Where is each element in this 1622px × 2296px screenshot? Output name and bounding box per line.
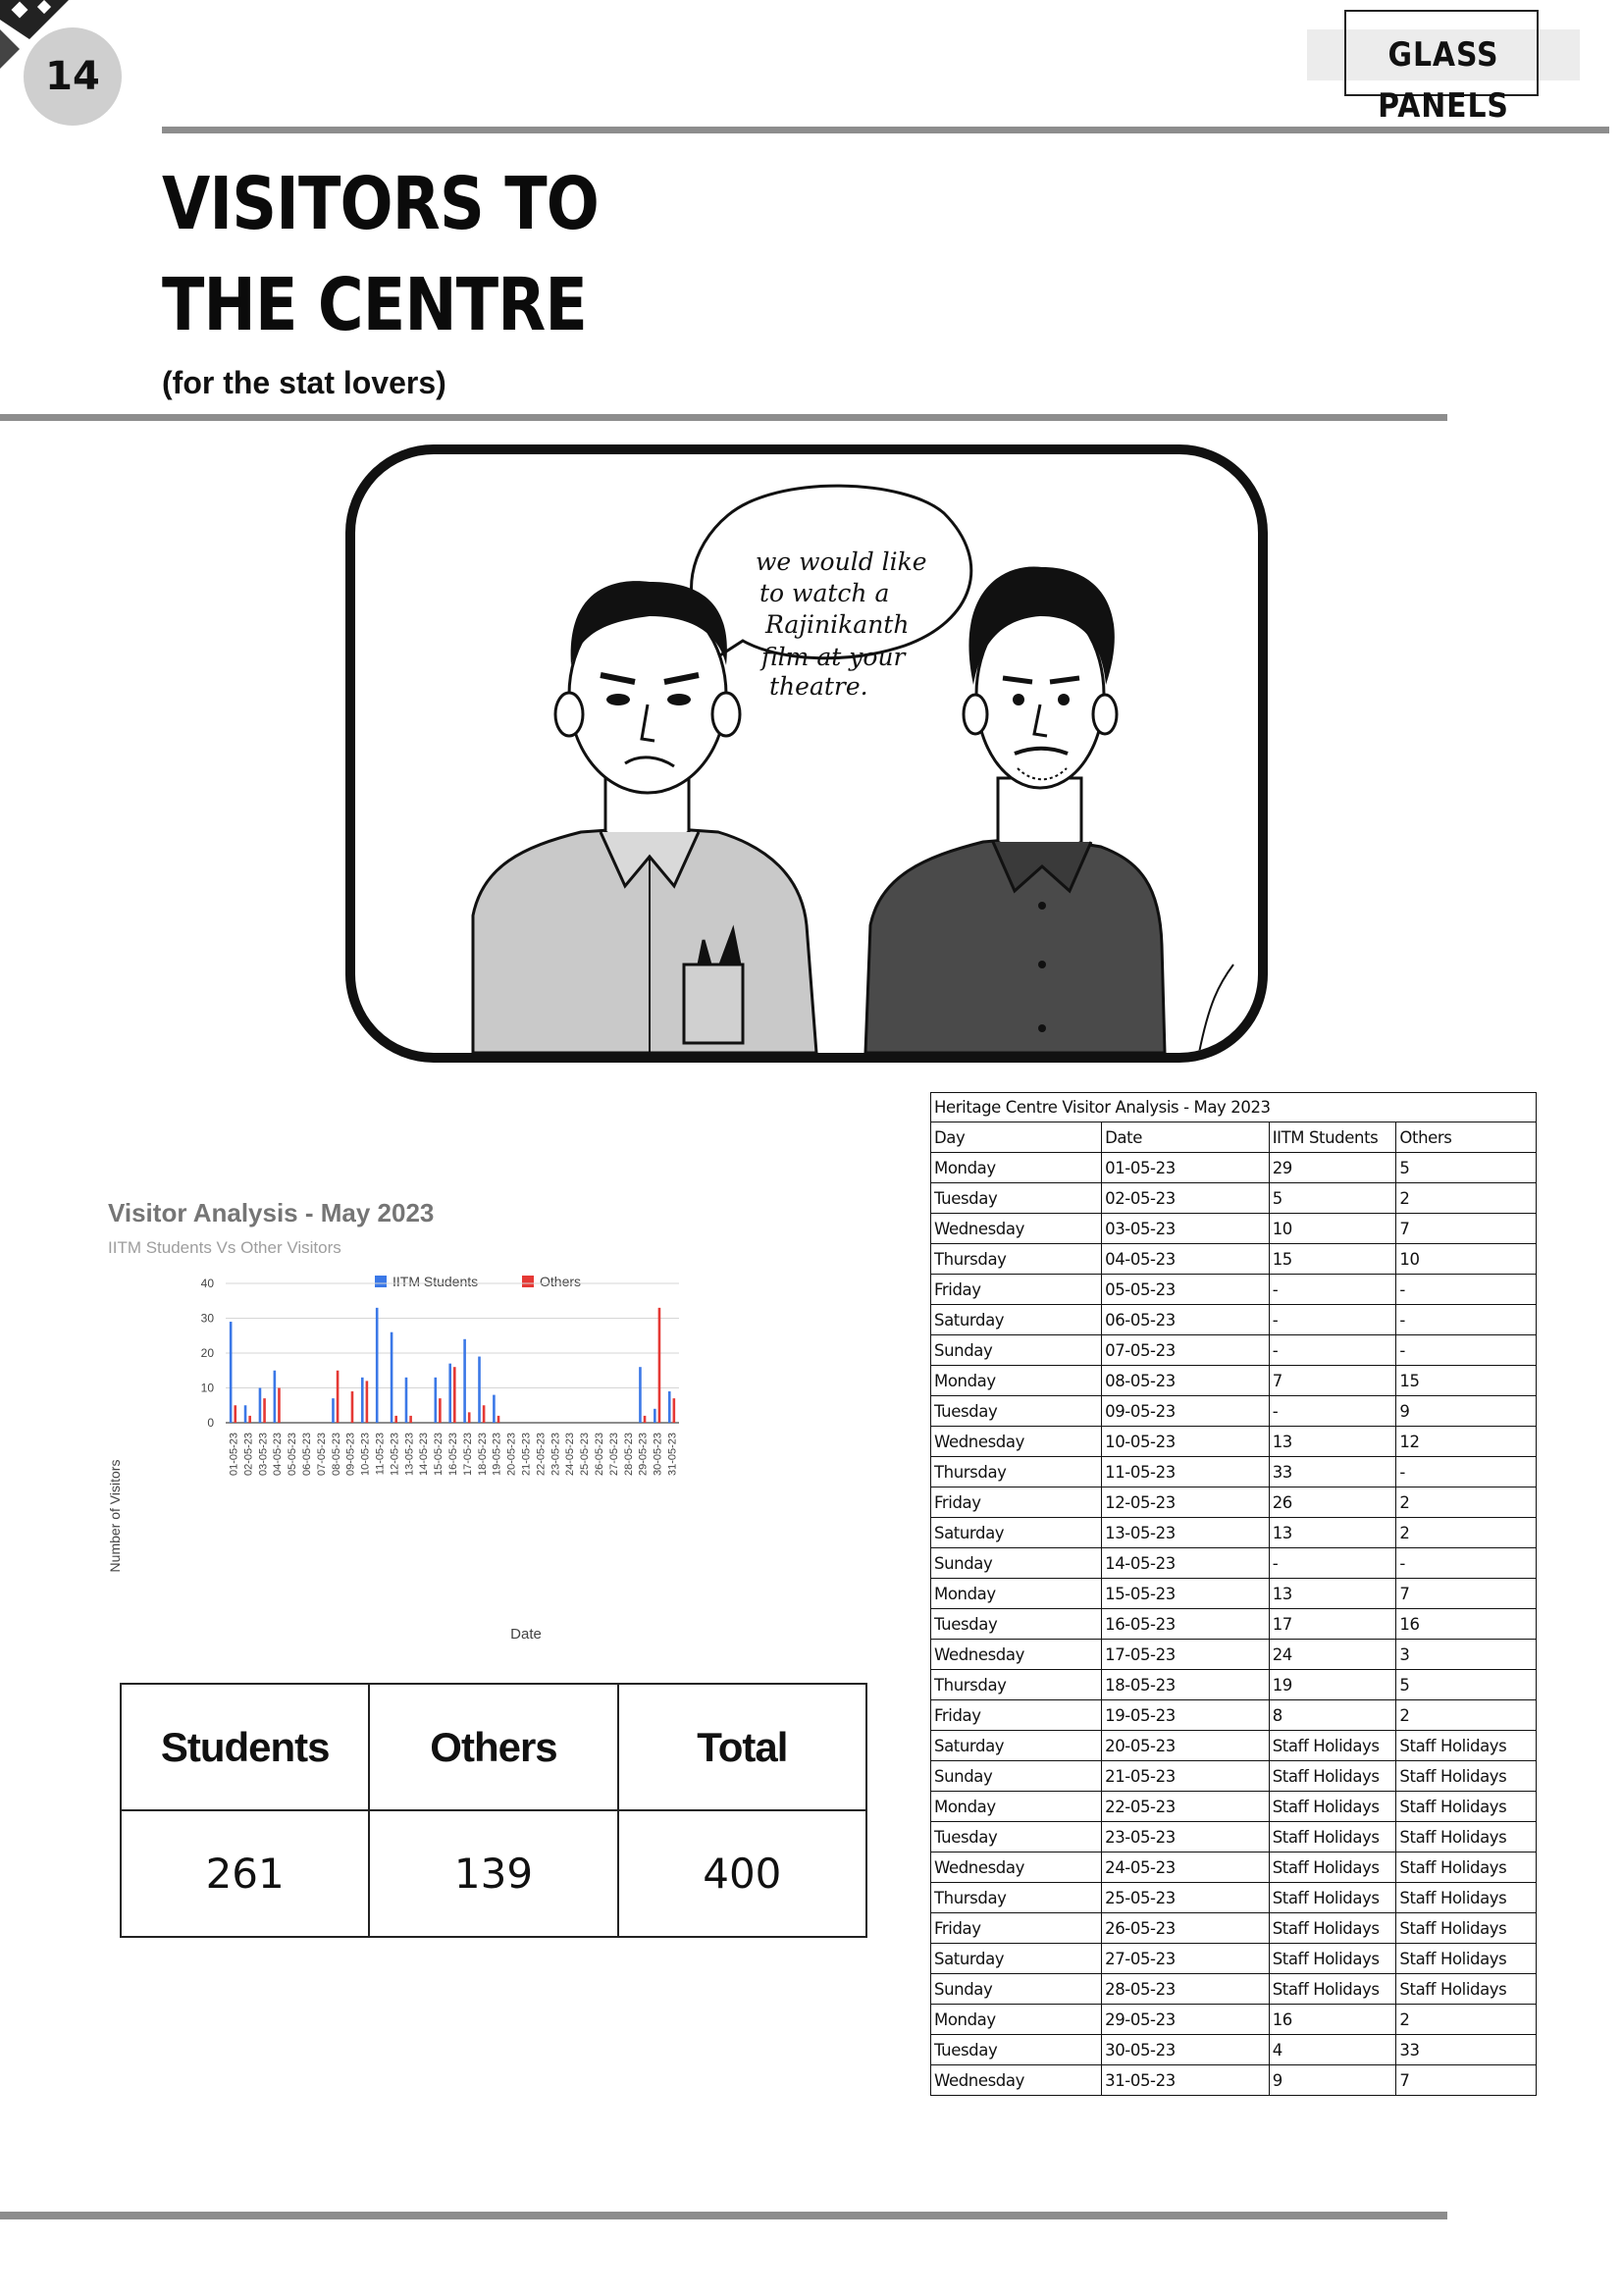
x-tick-label: 16-05-23 (447, 1433, 459, 1477)
cell-date: 07-05-23 (1102, 1335, 1270, 1366)
bar-others (644, 1416, 647, 1423)
page-number: 14 (45, 54, 100, 99)
cell-day: Wednesday (931, 1214, 1102, 1244)
cell-students: Staff Holidays (1269, 1944, 1396, 1974)
table-row (931, 1305, 1537, 1335)
table-row (931, 1153, 1537, 1183)
bar-students (478, 1357, 481, 1423)
x-tick-label: 28-05-23 (622, 1433, 635, 1477)
cell-others: 33 (1396, 2035, 1537, 2065)
table-header-row (931, 1122, 1537, 1153)
cell-day: Saturday (931, 1518, 1102, 1548)
speech-text (756, 548, 927, 701)
chart-title: Visitor Analysis - May 2023 (108, 1198, 435, 1227)
cell-others: - (1396, 1305, 1537, 1335)
x-tick-label: 21-05-23 (520, 1433, 533, 1477)
cell-date: 26-05-23 (1102, 1913, 1270, 1944)
table-row (931, 1366, 1537, 1396)
cell-students: 29 (1269, 1153, 1396, 1183)
cell-day: Monday (931, 1579, 1102, 1609)
bar-others (497, 1416, 500, 1423)
cell-students: 16 (1269, 2005, 1396, 2035)
cartoon-illustration (355, 454, 1258, 1053)
cell-others: 5 (1396, 1670, 1537, 1700)
speech-line-4: film at your (761, 643, 906, 671)
cell-others: 7 (1396, 1579, 1537, 1609)
cell-day: Thursday (931, 1670, 1102, 1700)
chart-subtitle: IITM Students Vs Other Visitors (108, 1238, 341, 1257)
table-row (931, 1640, 1537, 1670)
table-row (931, 1518, 1537, 1548)
table-row (931, 1579, 1537, 1609)
x-tick-label: 01-05-23 (228, 1433, 240, 1477)
cell-date: 03-05-23 (1102, 1214, 1270, 1244)
cell-day: Tuesday (931, 1822, 1102, 1852)
bar-students (463, 1339, 466, 1423)
x-tick-label: 11-05-23 (374, 1433, 387, 1476)
cell-students: 7 (1269, 1366, 1396, 1396)
cell-day: Sunday (931, 1548, 1102, 1579)
bar-others (351, 1391, 354, 1423)
column-header-day: Day (931, 1122, 1102, 1153)
x-tick-label: 31-05-23 (666, 1433, 679, 1477)
bar-others (658, 1308, 661, 1423)
cell-students: - (1269, 1305, 1396, 1335)
cell-date: 01-05-23 (1102, 1153, 1270, 1183)
bar-others (263, 1398, 266, 1423)
header-rule (162, 127, 1609, 133)
cell-others: - (1396, 1275, 1537, 1305)
page-subtitle: (for the stat lovers) (162, 365, 446, 400)
cell-date: 02-05-23 (1102, 1183, 1270, 1214)
bar-students (259, 1388, 262, 1424)
table-row (931, 1214, 1537, 1244)
table-row (931, 1396, 1537, 1427)
page-title-line-1: VISITORS TO (162, 162, 600, 246)
cell-others: Staff Holidays (1396, 1822, 1537, 1852)
x-tick-label: 07-05-23 (315, 1433, 328, 1477)
footer-rule (0, 2212, 1447, 2219)
bar-students (448, 1364, 451, 1423)
cell-day: Monday (931, 1792, 1102, 1822)
bar-students (434, 1378, 437, 1423)
bar-students (244, 1405, 247, 1423)
speech-line-5: theatre. (769, 672, 868, 701)
cell-others: Staff Holidays (1396, 1761, 1537, 1792)
cell-others: 2 (1396, 1183, 1537, 1214)
cell-others: Staff Holidays (1396, 1852, 1537, 1883)
cell-others: 7 (1396, 1214, 1537, 1244)
cell-students: Staff Holidays (1269, 1913, 1396, 1944)
cell-others: Staff Holidays (1396, 1944, 1537, 1974)
cell-students: 17 (1269, 1609, 1396, 1640)
bar-others (673, 1398, 676, 1423)
cell-day: Wednesday (931, 1640, 1102, 1670)
table-row (931, 1792, 1537, 1822)
artist-signature (1199, 965, 1233, 1053)
bar-others (278, 1388, 281, 1424)
bar-students (639, 1367, 642, 1423)
cell-students: 13 (1269, 1518, 1396, 1548)
cell-students: Staff Holidays (1269, 1761, 1396, 1792)
cell-day: Tuesday (931, 1183, 1102, 1214)
cell-day: Tuesday (931, 1396, 1102, 1427)
cell-date: 21-05-23 (1102, 1761, 1270, 1792)
cell-others: Staff Holidays (1396, 1913, 1537, 1944)
cell-others: 15 (1396, 1366, 1537, 1396)
table-row (931, 1427, 1537, 1457)
cell-students: Staff Holidays (1269, 1852, 1396, 1883)
legend-label-others: Others (540, 1274, 582, 1289)
cell-students: 13 (1269, 1579, 1396, 1609)
table-row (931, 2065, 1537, 2096)
chart-bars (230, 1308, 675, 1423)
y-tick-label: 40 (200, 1277, 214, 1290)
totals-header-total: Total (618, 1684, 866, 1810)
table-row (931, 2005, 1537, 2035)
cell-date: 06-05-23 (1102, 1305, 1270, 1335)
cell-day: Friday (931, 1700, 1102, 1731)
cell-students: - (1269, 1396, 1396, 1427)
cell-date: 18-05-23 (1102, 1670, 1270, 1700)
y-tick-label: 20 (200, 1346, 214, 1360)
table-row (931, 1883, 1537, 1913)
cell-day: Thursday (931, 1883, 1102, 1913)
cell-date: 19-05-23 (1102, 1700, 1270, 1731)
cell-day: Friday (931, 1913, 1102, 1944)
cell-day: Friday (931, 1275, 1102, 1305)
x-tick-label: 29-05-23 (637, 1433, 650, 1477)
page-title-line-2: THE CENTRE (162, 263, 588, 347)
bar-others (439, 1398, 442, 1423)
cell-date: 16-05-23 (1102, 1609, 1270, 1640)
cell-others: Staff Holidays (1396, 1974, 1537, 2005)
totals-value-total: 400 (618, 1810, 866, 1937)
table-row (931, 1457, 1537, 1487)
speech-line-3: Rajinikanth (765, 610, 910, 639)
cell-others: - (1396, 1548, 1537, 1579)
cell-day: Wednesday (931, 2065, 1102, 2096)
bar-students (391, 1332, 393, 1423)
cell-students: Staff Holidays (1269, 1822, 1396, 1852)
cell-students: Staff Holidays (1269, 1883, 1396, 1913)
cell-date: 13-05-23 (1102, 1518, 1270, 1548)
cell-students: Staff Holidays (1269, 1792, 1396, 1822)
cell-others: 3 (1396, 1640, 1537, 1670)
table-row (931, 1761, 1537, 1792)
cell-others: Staff Holidays (1396, 1731, 1537, 1761)
cell-date: 14-05-23 (1102, 1548, 1270, 1579)
speech-line-2: to watch a (759, 579, 890, 607)
cell-students: - (1269, 1275, 1396, 1305)
x-tick-label: 10-05-23 (359, 1433, 372, 1477)
bar-students (361, 1378, 364, 1423)
cell-day: Saturday (931, 1305, 1102, 1335)
y-tick-label: 10 (200, 1381, 214, 1395)
table-row (931, 1183, 1537, 1214)
x-tick-label: 19-05-23 (491, 1433, 503, 1477)
chart-y-axis-label: Number of Visitors (107, 1459, 123, 1573)
chart-legend (375, 1274, 581, 1289)
table-caption-row (931, 1093, 1537, 1122)
cell-others: 7 (1396, 2065, 1537, 2096)
x-tick-label: 24-05-23 (564, 1433, 577, 1477)
table-row (931, 1700, 1537, 1731)
cell-date: 24-05-23 (1102, 1852, 1270, 1883)
cell-students: 26 (1269, 1487, 1396, 1518)
x-tick-label: 09-05-23 (344, 1433, 357, 1477)
speech-line-1: we would like (756, 548, 927, 576)
cell-date: 08-05-23 (1102, 1366, 1270, 1396)
cell-date: 31-05-23 (1102, 2065, 1270, 2096)
bar-others (409, 1416, 412, 1423)
cell-date: 23-05-23 (1102, 1822, 1270, 1852)
x-tick-label: 25-05-23 (579, 1433, 592, 1477)
visitor-data-table (930, 1092, 1537, 2096)
cell-others: 2 (1396, 2005, 1537, 2035)
cell-students: 8 (1269, 1700, 1396, 1731)
cell-date: 29-05-23 (1102, 2005, 1270, 2035)
table-row (931, 1487, 1537, 1518)
x-tick-label: 22-05-23 (535, 1433, 548, 1477)
x-tick-label: 15-05-23 (433, 1433, 445, 1477)
column-header-date: Date (1102, 1122, 1270, 1153)
cell-day: Thursday (931, 1244, 1102, 1275)
cell-day: Tuesday (931, 2035, 1102, 2065)
column-header-students: IITM Students (1269, 1122, 1396, 1153)
table-row (931, 1913, 1537, 1944)
cell-others: 16 (1396, 1609, 1537, 1640)
totals-table (120, 1683, 867, 1938)
table-row (931, 2035, 1537, 2065)
cell-day: Thursday (931, 1457, 1102, 1487)
x-tick-label: 18-05-23 (476, 1433, 489, 1477)
totals-value-students: 261 (121, 1810, 369, 1937)
bar-others (453, 1367, 456, 1423)
x-tick-label: 12-05-23 (389, 1433, 401, 1477)
table-row (931, 1822, 1537, 1852)
cell-others: 2 (1396, 1487, 1537, 1518)
table-row (931, 1609, 1537, 1640)
cell-date: 11-05-23 (1102, 1457, 1270, 1487)
column-header-others: Others (1396, 1122, 1537, 1153)
cell-students: 9 (1269, 2065, 1396, 2096)
cell-students: 13 (1269, 1427, 1396, 1457)
table-row (931, 1670, 1537, 1700)
bar-others (483, 1405, 486, 1423)
cell-day: Monday (931, 2005, 1102, 2035)
table-row (931, 1548, 1537, 1579)
bar-others (366, 1381, 369, 1423)
bar-others (248, 1416, 251, 1423)
table-row (931, 1244, 1537, 1275)
cell-students: 33 (1269, 1457, 1396, 1487)
cell-date: 09-05-23 (1102, 1396, 1270, 1427)
cell-day: Monday (931, 1153, 1102, 1183)
cell-students: - (1269, 1548, 1396, 1579)
cell-day: Sunday (931, 1335, 1102, 1366)
legend-swatch-students (375, 1276, 387, 1287)
x-tick-label: 17-05-23 (461, 1433, 474, 1477)
cell-others: 2 (1396, 1518, 1537, 1548)
cell-students: - (1269, 1335, 1396, 1366)
bar-students (332, 1398, 335, 1423)
table-row (931, 1275, 1537, 1305)
bar-others (394, 1416, 397, 1423)
cell-others: 10 (1396, 1244, 1537, 1275)
cell-day: Wednesday (931, 1852, 1102, 1883)
table-row (931, 1974, 1537, 2005)
legend-label-students: IITM Students (392, 1274, 479, 1289)
table-row (931, 1852, 1537, 1883)
cell-date: 28-05-23 (1102, 1974, 1270, 2005)
visitor-bar-chart (98, 1177, 883, 1668)
cell-date: 12-05-23 (1102, 1487, 1270, 1518)
chart-x-axis-label: Date (510, 1626, 542, 1643)
cell-students: Staff Holidays (1269, 1974, 1396, 2005)
x-tick-label: 14-05-23 (418, 1433, 431, 1477)
cell-others: - (1396, 1335, 1537, 1366)
cell-date: 17-05-23 (1102, 1640, 1270, 1670)
x-tick-label: 05-05-23 (287, 1433, 299, 1477)
cell-date: 04-05-23 (1102, 1244, 1270, 1275)
section-tag: GLASS PANELS (1378, 35, 1509, 126)
totals-value-others: 139 (369, 1810, 617, 1937)
section-rule (0, 414, 1447, 421)
chart-x-ticks (228, 1433, 678, 1476)
cell-date: 15-05-23 (1102, 1579, 1270, 1609)
x-tick-label: 08-05-23 (330, 1433, 342, 1477)
y-tick-label: 30 (200, 1311, 214, 1326)
x-tick-label: 30-05-23 (652, 1433, 664, 1477)
cell-date: 30-05-23 (1102, 2035, 1270, 2065)
totals-header-students: Students (121, 1684, 369, 1810)
cell-day: Tuesday (931, 1609, 1102, 1640)
cell-students: 4 (1269, 2035, 1396, 2065)
table-row (931, 1335, 1537, 1366)
x-tick-label: 04-05-23 (272, 1433, 285, 1477)
x-tick-label: 06-05-23 (300, 1433, 313, 1477)
x-tick-label: 02-05-23 (242, 1433, 255, 1477)
x-tick-label: 23-05-23 (549, 1433, 562, 1477)
bar-students (668, 1391, 671, 1423)
cell-students: 15 (1269, 1244, 1396, 1275)
bar-students (405, 1378, 408, 1423)
y-tick-label: 0 (207, 1416, 214, 1430)
totals-value-row (121, 1810, 866, 1937)
cell-students: Staff Holidays (1269, 1731, 1396, 1761)
cell-date: 10-05-23 (1102, 1427, 1270, 1457)
x-tick-label: 26-05-23 (594, 1433, 606, 1477)
table-row (931, 1944, 1537, 1974)
table-caption: Heritage Centre Visitor Analysis - May 2023 (931, 1093, 1537, 1122)
cell-day: Friday (931, 1487, 1102, 1518)
cartoon-panel (345, 444, 1268, 1063)
x-tick-label: 13-05-23 (403, 1433, 416, 1477)
cell-students: 19 (1269, 1670, 1396, 1700)
cell-day: Wednesday (931, 1427, 1102, 1457)
cell-day: Monday (931, 1366, 1102, 1396)
cell-date: 05-05-23 (1102, 1275, 1270, 1305)
cell-others: 12 (1396, 1427, 1537, 1457)
cell-date: 20-05-23 (1102, 1731, 1270, 1761)
bar-others (337, 1371, 340, 1423)
x-tick-label: 03-05-23 (257, 1433, 270, 1477)
bar-students (376, 1308, 379, 1423)
cell-date: 22-05-23 (1102, 1792, 1270, 1822)
cell-others: 9 (1396, 1396, 1537, 1427)
cell-day: Sunday (931, 1761, 1102, 1792)
bar-students (274, 1371, 277, 1423)
cell-day: Saturday (931, 1731, 1102, 1761)
totals-header-others: Others (369, 1684, 617, 1810)
x-tick-label: 27-05-23 (607, 1433, 620, 1477)
bar-others (468, 1412, 471, 1423)
bar-students (493, 1395, 496, 1423)
totals-header-row (121, 1684, 866, 1810)
cell-others: 5 (1396, 1153, 1537, 1183)
cell-others: - (1396, 1457, 1537, 1487)
table-row (931, 1731, 1537, 1761)
legend-swatch-others (522, 1276, 534, 1287)
cell-date: 27-05-23 (1102, 1944, 1270, 1974)
cell-students: 5 (1269, 1183, 1396, 1214)
cell-students: 24 (1269, 1640, 1396, 1670)
cell-others: 2 (1396, 1700, 1537, 1731)
cell-day: Sunday (931, 1974, 1102, 2005)
bar-students (654, 1409, 656, 1423)
x-tick-label: 20-05-23 (505, 1433, 518, 1477)
cell-date: 25-05-23 (1102, 1883, 1270, 1913)
bar-students (230, 1322, 233, 1423)
cell-others: Staff Holidays (1396, 1792, 1537, 1822)
cell-others: Staff Holidays (1396, 1883, 1537, 1913)
cell-students: 10 (1269, 1214, 1396, 1244)
bar-others (234, 1405, 236, 1423)
cell-day: Saturday (931, 1944, 1102, 1974)
